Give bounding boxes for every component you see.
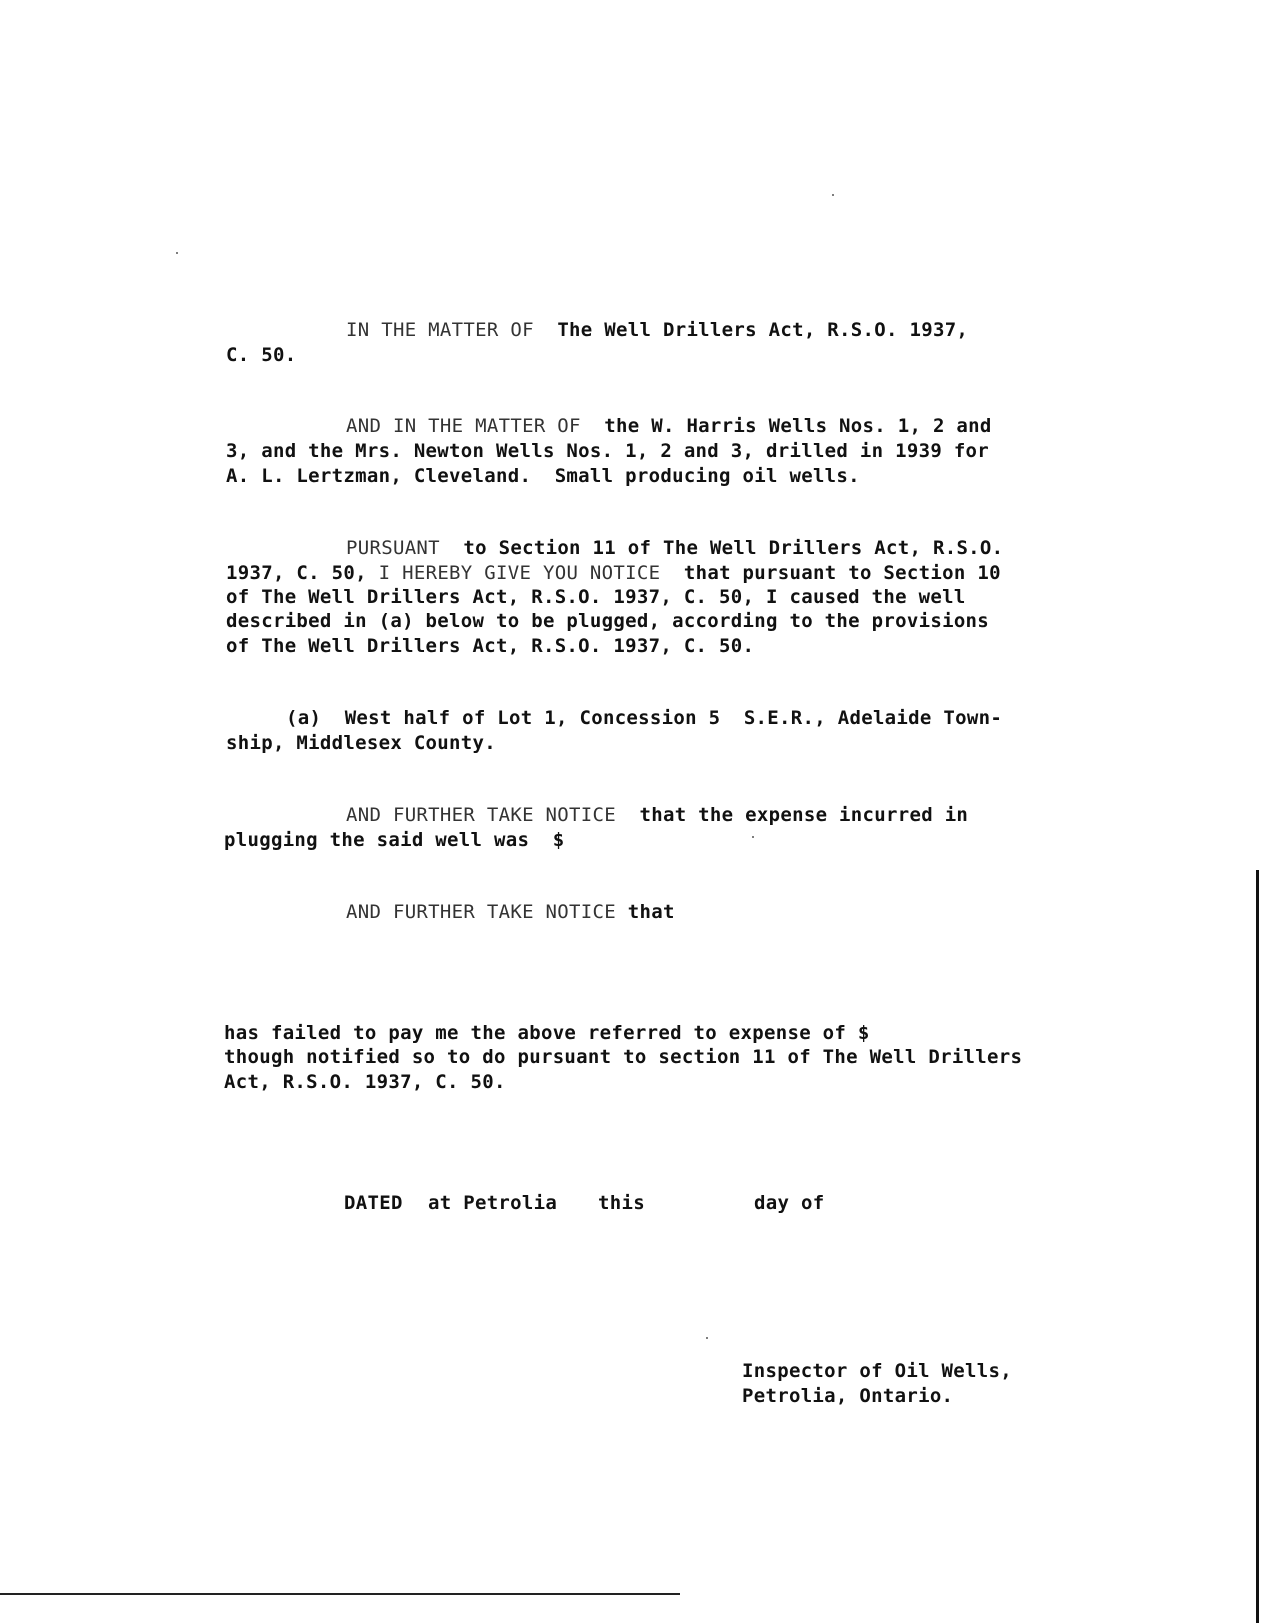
scan-speck <box>832 194 834 196</box>
page-edge-bottom <box>0 1593 680 1595</box>
pursuant-line-5: of The Well Drillers Act, R.S.O. 1937, C. 50. <box>226 635 755 657</box>
matter-1-line-1: IN THE MATTER OF The Well Drillers Act, R.S.O. 1937, <box>346 319 969 341</box>
dated-day-of: day of <box>754 1192 825 1214</box>
matter-1-line-2: C. 50. <box>226 344 297 366</box>
further-1-line-2: plugging the said well was $ <box>224 829 565 851</box>
further-1-line-1: AND FURTHER TAKE NOTICE that the expense incurred in <box>346 804 969 826</box>
failed-line-2: though notified so to do pursuant to section 11 of The Well Drillers <box>224 1046 1023 1068</box>
signature-title: Inspector of Oil Wells, <box>742 1360 1012 1382</box>
scan-speck <box>752 836 754 838</box>
scan-speck <box>176 252 178 254</box>
pursuant-line-1: PURSUANT to Section 11 of The Well Drillers Act, R.S.O. <box>346 537 1004 559</box>
matter-2-line-3: A. L. Lertzman, Cleveland. Small producing oil wells. <box>226 465 860 487</box>
matter-2-line-1: AND IN THE MATTER OF the W. Harris Wells Nos. 1, 2 and <box>346 415 992 437</box>
page-edge-right <box>1256 870 1259 1623</box>
dated-this: this <box>598 1192 645 1214</box>
dated-place: at Petrolia <box>428 1192 558 1214</box>
item-a-line-1: (a) West half of Lot 1, Concession 5 S.E.R., Adelaide Town- <box>286 707 1003 729</box>
pursuant-line-4: described in (a) below to be plugged, according to the provisions <box>226 610 990 632</box>
signature-location: Petrolia, Ontario. <box>742 1385 954 1407</box>
pursuant-line-2: 1937, C. 50, I HEREBY GIVE YOU NOTICE that pursuant to Section 10 <box>226 562 1001 584</box>
matter-2-line-2: 3, and the Mrs. Newton Wells Nos. 1, 2 and 3, drilled in 1939 for <box>226 440 990 462</box>
failed-line-1: has failed to pay me the above referred to expense of $ <box>224 1022 870 1044</box>
item-a-line-2: ship, Middlesex County. <box>226 732 496 754</box>
pursuant-line-3: of The Well Drillers Act, R.S.O. 1937, C. 50, I caused the well <box>226 586 966 608</box>
failed-line-3: Act, R.S.O. 1937, C. 50. <box>224 1071 506 1093</box>
dated-label: DATED <box>344 1192 403 1214</box>
further-2-line-1: AND FURTHER TAKE NOTICE that <box>346 901 675 923</box>
scan-speck <box>706 1337 708 1339</box>
